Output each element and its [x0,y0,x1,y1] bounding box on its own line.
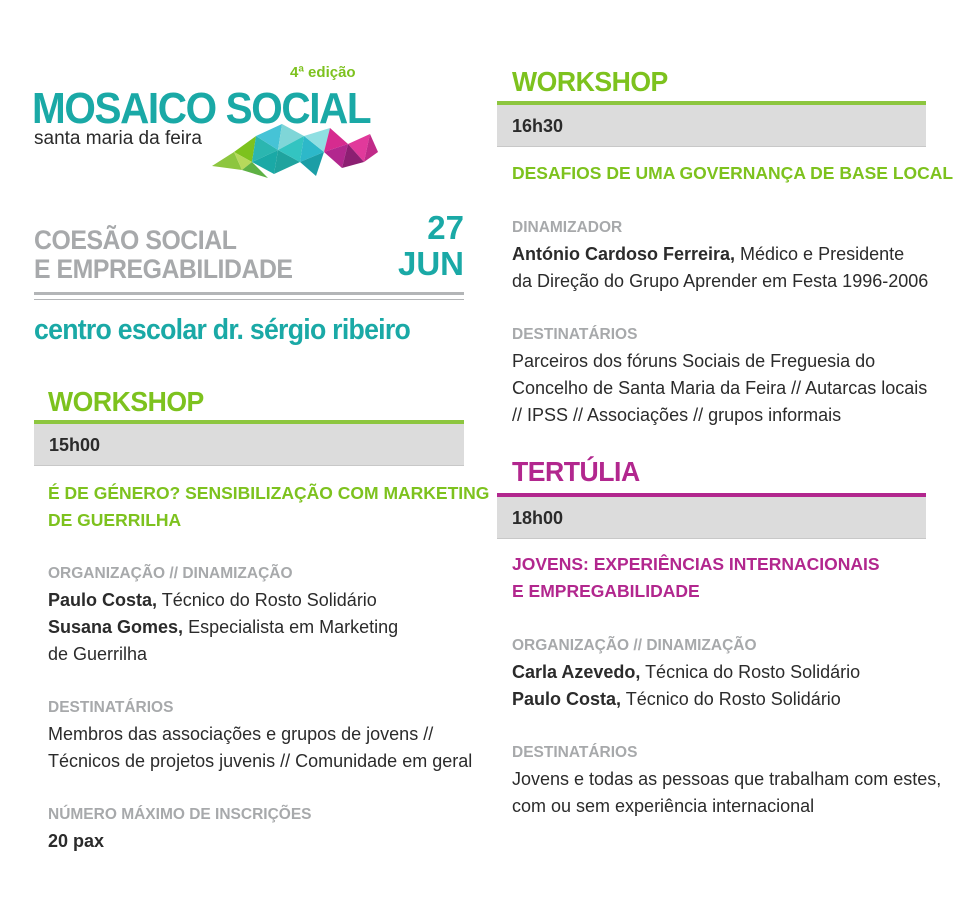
left-person1-role: Técnico do Rosto Solidário [157,590,377,610]
tertulia-title-line1: JOVENS: EXPERIÊNCIAS INTERNACIONAIS [512,554,880,574]
right-workshop-time: 16h30 [497,105,926,147]
right-workshop-title: WORKSHOP [512,66,668,97]
tertulia-title: TERTÚLIA [512,456,640,487]
divider-thin [34,299,464,300]
logo-subtitle: santa maria da feira [34,128,202,149]
tertulia-org-label: ORGANIZAÇÃO // DINAMIZAÇÃO [512,637,757,654]
tertulia-person2-role: Técnico do Rosto Solidário [621,689,841,709]
event-theme [34,226,293,284]
left-title-line1: É DE GÉNERO? SENSIBILIZAÇÃO COM MARKETING [48,483,490,503]
right-workshop-person-role-cont: da Direção do Grupo Aprender em Festa 1996-2006 [512,271,929,291]
left-dest-label: DESTINATÁRIOS [48,699,174,716]
event-venue: centro escolar dr. sérgio ribeiro [34,314,411,346]
right-workshop-dest-text [512,348,927,429]
tertulia-person2-name: Paulo Costa, [512,689,622,709]
left-max-label: NÚMERO MÁXIMO DE INSCRIÇÕES [48,806,312,823]
left-person2-role-cont: de Guerrilha [48,644,148,664]
left-max-value: 20 pax [48,831,105,851]
tertulia-person1-name: Carla Azevedo, [512,662,641,682]
left-org-people [48,587,398,668]
right-workshop-din-label: DINAMIZADOR [512,219,623,236]
edition-label: 4ª edição [290,64,356,81]
left-time: 15h00 [34,424,464,466]
left-dest-text [48,721,472,775]
left-title-line2: DE GUERRILHA [48,510,182,530]
right-workshop-person-role: Médico e Presidente [735,244,905,264]
right-workshop-heading: DESAFIOS DE UMA GOVERNANÇA DE BASE LOCAL [512,163,954,183]
left-person1-name: Paulo Costa, [48,590,158,610]
left-dest-line1: Membros das associações e grupos de jovens // [48,724,434,744]
event-day: 27 [427,209,464,246]
right-workshop-dest-label: DESTINATÁRIOS [512,326,638,343]
event-theme-line2: E EMPREGABILIDADE [34,254,293,284]
logo-title: MOSAICO SOCIAL [32,84,371,133]
right-workshop-person [512,241,928,295]
event-date [390,210,464,282]
tertulia-dest-line1: Jovens e todas as pessoas que trabalham com estes, [512,769,942,789]
tertulia-org-people [512,659,860,713]
tertulia-heading [512,551,880,605]
left-org-label: ORGANIZAÇÃO // DINAMIZAÇÃO [48,565,293,582]
left-person2-name: Susana Gomes, [48,617,184,637]
left-workshop-title [48,480,489,534]
tertulia-person1-role: Técnica do Rosto Solidário [640,662,861,682]
event-theme-line1: COESÃO SOCIAL [34,225,237,255]
tertulia-title-line2: E EMPREGABILIDADE [512,581,700,601]
mosaic-logo-graphic [212,122,378,180]
event-month: JUN [397,245,464,282]
right-workshop-dest-line1: Parceiros dos fóruns Sociais de Freguesia do [512,351,876,371]
left-dest-line2: Técnicos de projetos juvenis // Comunidade em geral [48,751,473,771]
divider [34,292,464,295]
right-workshop-dest-line2: Concelho de Santa Maria da Feira // Autarcas locais [512,378,928,398]
right-workshop-dest-line3: // IPSS // Associações // grupos informais [512,405,842,425]
tertulia-dest-label: DESTINATÁRIOS [512,744,638,761]
tertulia-dest-line2: com ou sem experiência internacional [512,796,815,816]
left-person2-role: Especialista em Marketing [183,617,399,637]
left-section-title: WORKSHOP [48,386,204,417]
tertulia-dest-text [512,766,941,820]
right-workshop-person-name: António Cardoso Ferreira, [512,244,736,264]
tertulia-time: 18h00 [497,497,926,539]
